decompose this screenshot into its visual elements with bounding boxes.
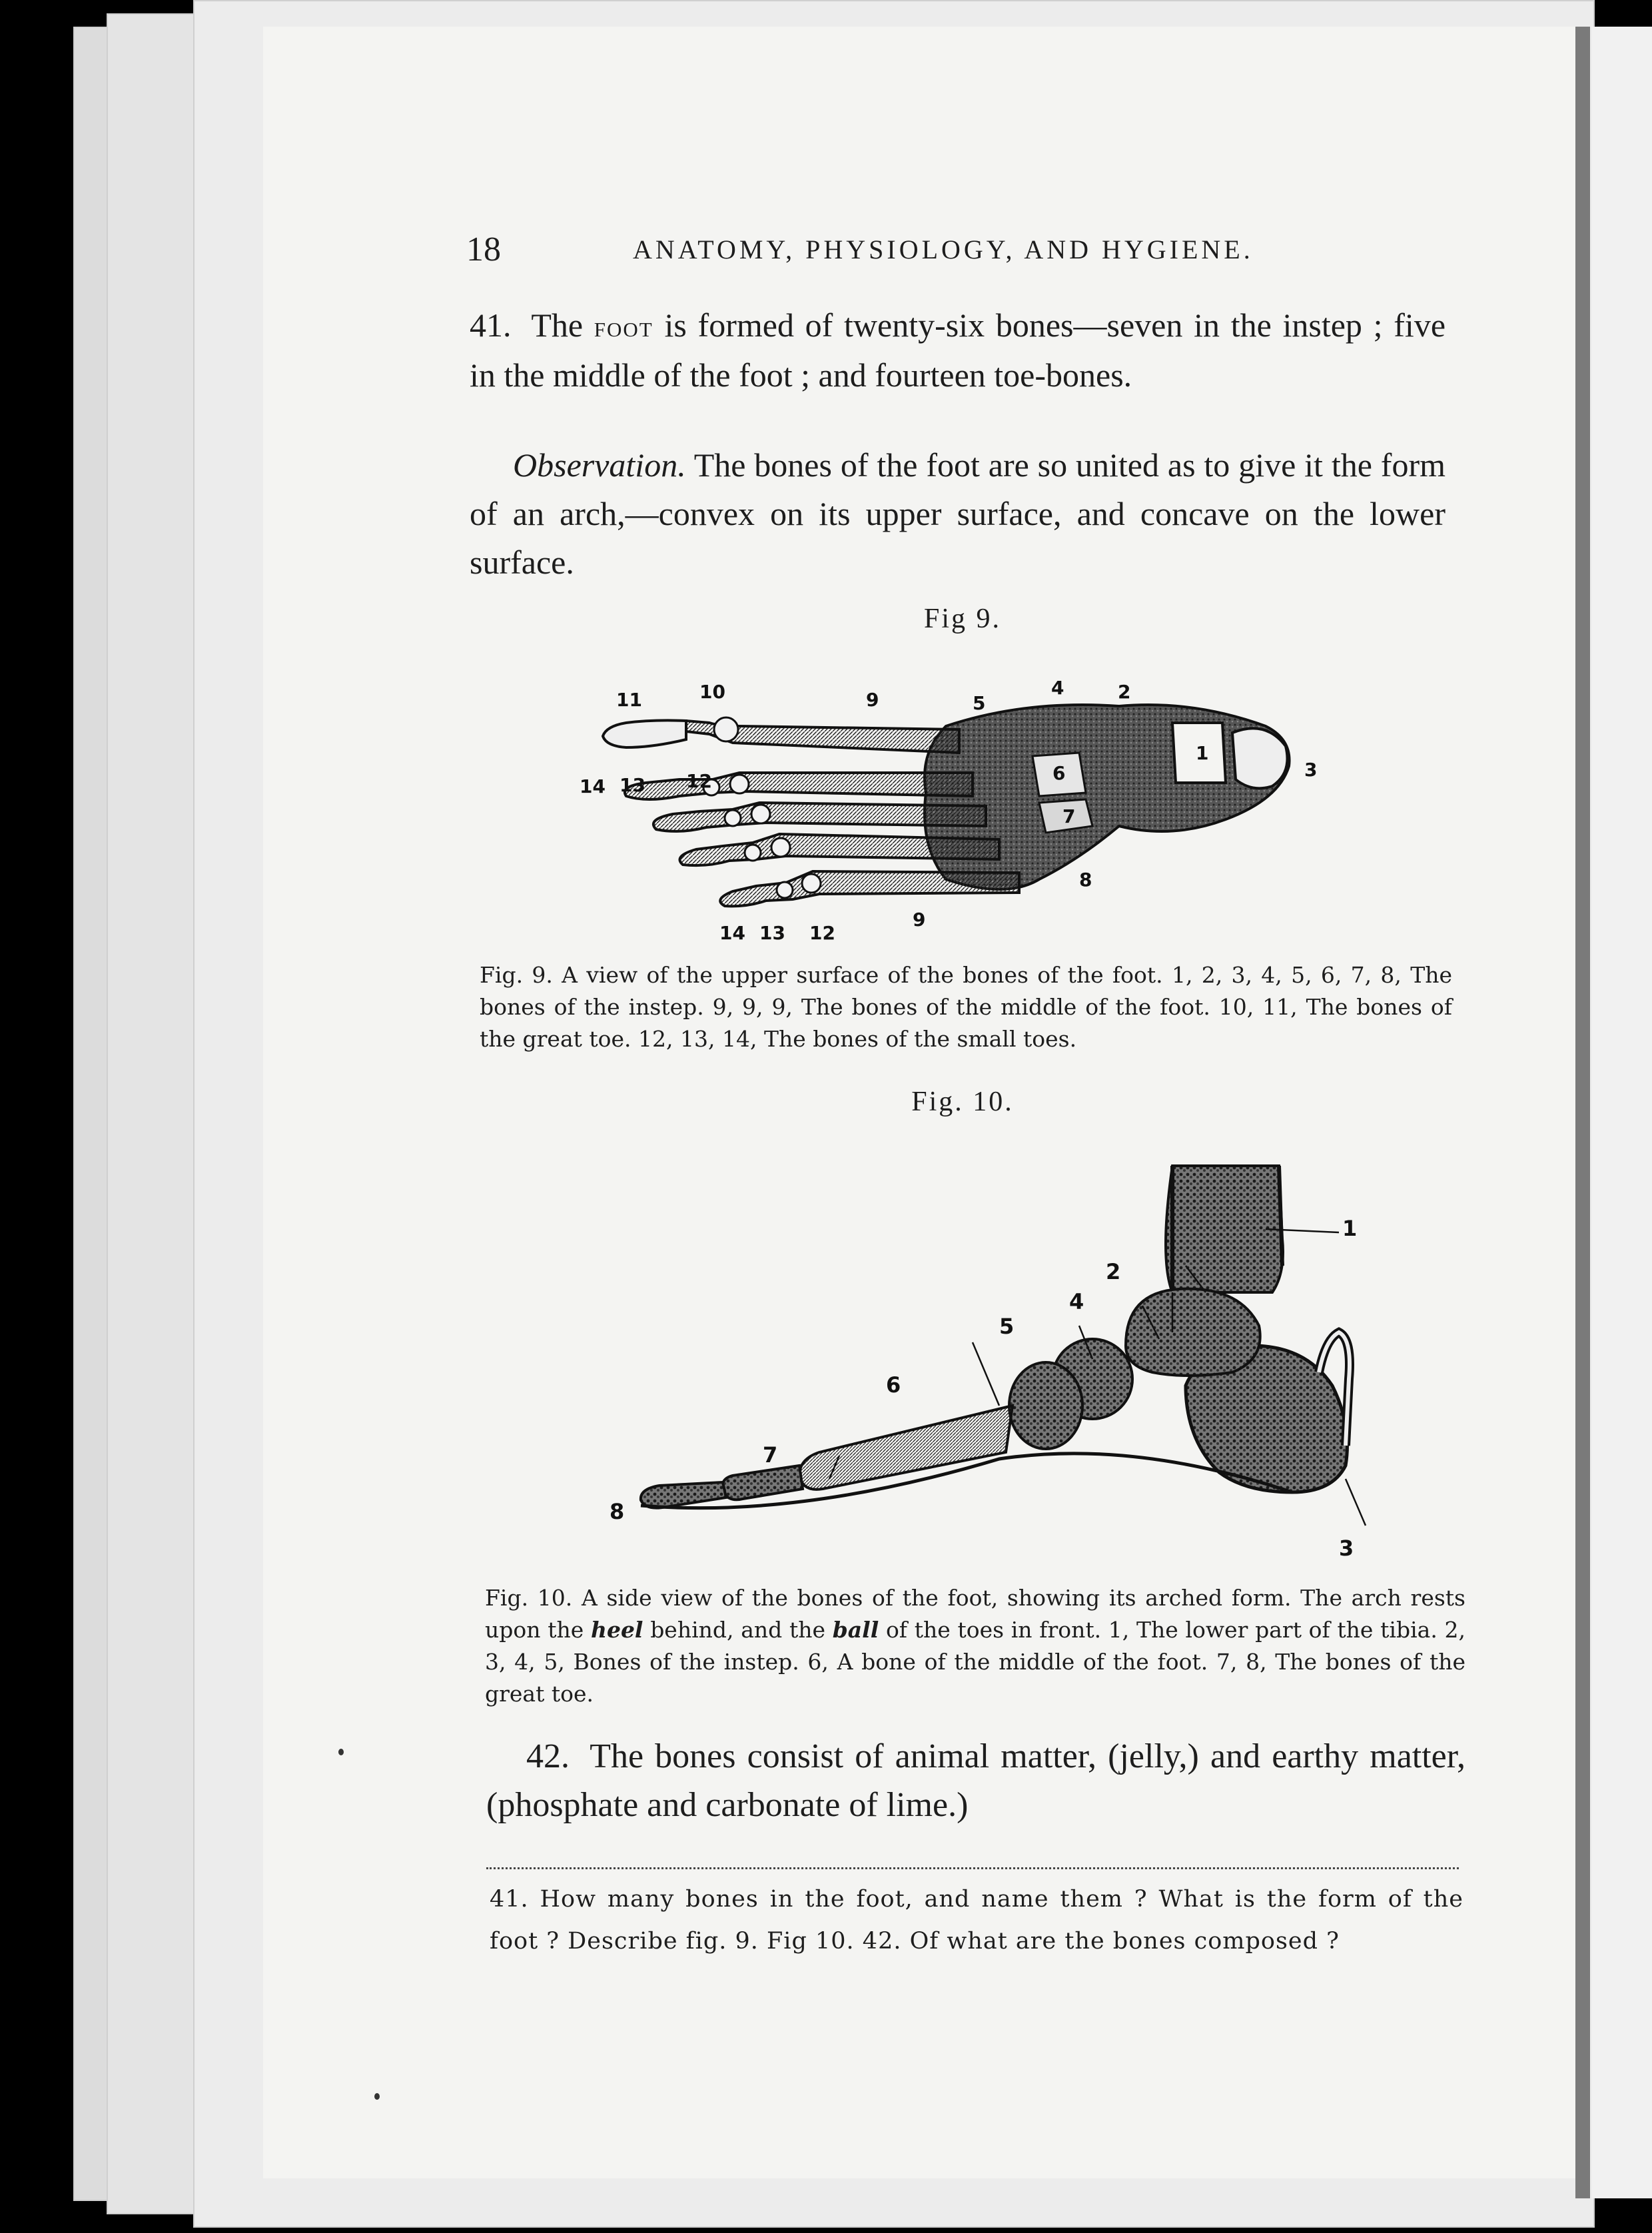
paragraph-42 [486, 1732, 1465, 1829]
figure-10-label: 8 [610, 1499, 625, 1524]
caption-emphasis: heel [590, 1617, 643, 1643]
figure-9-label: 3 [1304, 759, 1318, 781]
ink-speck [374, 2093, 380, 2100]
figure-9-label: 9 [866, 689, 879, 711]
page-number: 18 [466, 230, 501, 268]
figure-9-label: 5 [973, 692, 986, 714]
figure-10-label: 1 [1342, 1216, 1358, 1241]
figure-10-label: 3 [1339, 1536, 1354, 1561]
paragraph-text: The [531, 306, 584, 344]
figure-9-label: 11 [616, 689, 642, 711]
figure-9-label: 13 [620, 774, 645, 796]
running-head: ANATOMY, PHYSIOLOGY, AND HYGIENE. [633, 234, 1254, 264]
footnote-rule [486, 1867, 1459, 1869]
figure-10-illustration [600, 1159, 1379, 1572]
figure-9-label: 4 [1051, 677, 1064, 699]
figure-9-label: 1 [1196, 742, 1209, 764]
caption-text: of the toes in front. 1, The lower part of the tibia. 2, 3, 4, 5, Bones of the instep. 6, A bone of the middle of the foot. 7, 8, The bones of the great toe. [485, 1617, 1465, 1707]
figure-9-label: 8 [1079, 869, 1092, 891]
paragraph-text: is formed of twenty-six bones—seven in the instep ; five in the middle of the foot ; and fourteen toe-bones. [470, 306, 1446, 394]
figure-9-label: 10 [699, 681, 725, 703]
figure-9-label: 14 [580, 775, 606, 797]
key-term: foot [594, 310, 653, 343]
figure-10-title: Fig. 10. [911, 1087, 1014, 1117]
observation-text: The bones of the foot are so united as to give it the form of an arch,—convex on its upper surface, and concave on the lower surface. [470, 446, 1446, 581]
observation-paragraph [470, 441, 1446, 587]
caption-text: Fig. 10. A side view of the bones of the foot, showing its arched form. The arch rests upon the [485, 1585, 1465, 1643]
facing-page-edge [1592, 27, 1652, 2198]
paragraph-number: 42. [526, 1737, 570, 1775]
review-questions: 41. How many bones in the foot, and name them ? What is the form of the foot ? Describe fig. 9. Fig 10. 42. Of what are the bones composed ? [490, 1886, 1463, 1955]
book-spine [1575, 27, 1590, 2198]
figure-10-caption [485, 1582, 1465, 1710]
figure-9-illustration [573, 660, 1352, 953]
caption-emphasis: ball [832, 1617, 879, 1643]
figure-10-label: 2 [1106, 1259, 1121, 1284]
figure-9-label: 6 [1052, 762, 1066, 784]
paragraph-41 [470, 301, 1446, 400]
figure-9-label: 13 [759, 922, 785, 944]
page-header [466, 230, 1292, 270]
caption-text: behind, and the [650, 1617, 825, 1643]
figure-9-caption: Fig. 9. A view of the upper surface of the bones of the foot. 1, 2, 3, 4, 5, 6, 7, 8, The bones of the instep. 9, 9, 9, The bones of the middle of the foot. 10, 11, The bones of the great toe. 12, 13, 14, The bones of the small toes. [480, 962, 1452, 1052]
observation-label: Observation. [513, 446, 686, 484]
paragraph-number: 41. [470, 306, 512, 344]
figure-10-label: 6 [886, 1372, 901, 1398]
figure-9-label: 14 [719, 922, 745, 944]
paragraph-text: The bones consist of animal matter, (jelly,) and earthy matter, (phosphate and carbonate of lime.) [486, 1737, 1465, 1824]
figure-9-label: 12 [809, 922, 835, 944]
figure-10-label: 5 [999, 1314, 1015, 1339]
figure-10-label: 7 [763, 1442, 778, 1468]
ink-speck [338, 1749, 344, 1755]
figure-9-title: Fig 9. [923, 604, 1002, 634]
figure-10-label: 4 [1069, 1289, 1084, 1314]
figure-9-label: 7 [1062, 805, 1076, 827]
figure-9-label: 2 [1118, 681, 1131, 703]
figure-9-label: 9 [913, 909, 926, 931]
figure-9-label: 12 [686, 770, 712, 792]
